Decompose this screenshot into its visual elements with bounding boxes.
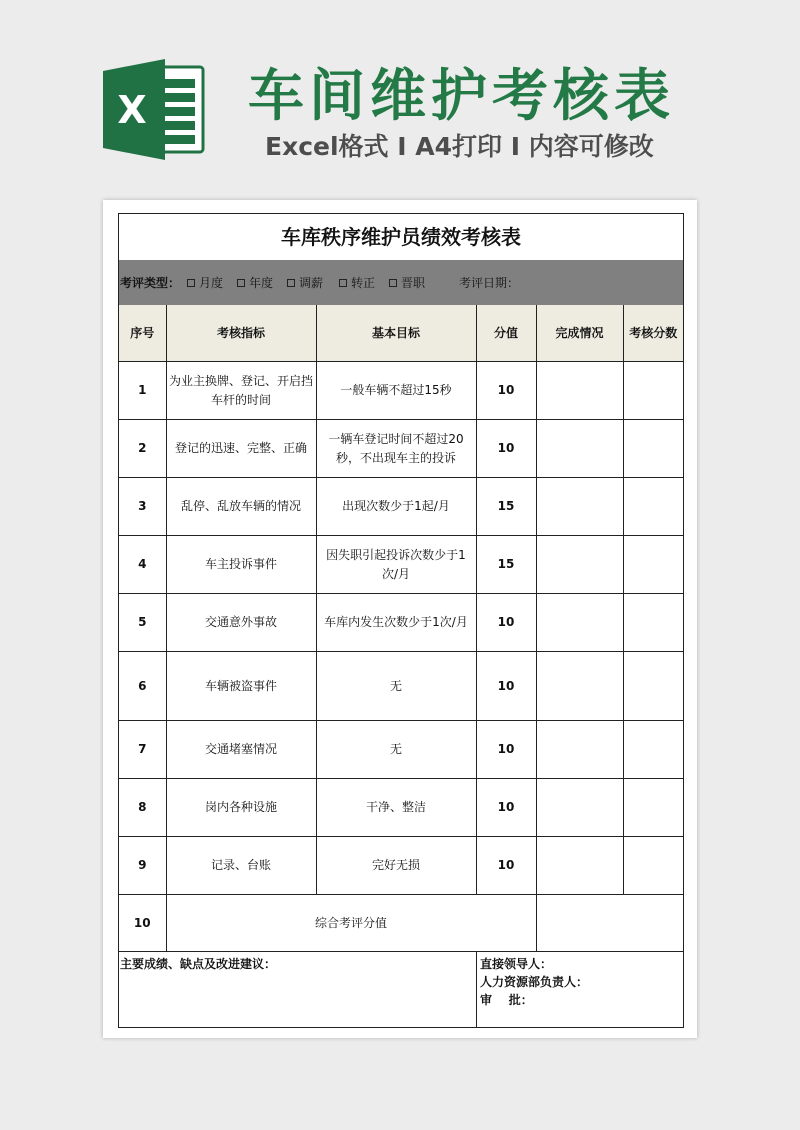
status-cell[interactable] (536, 420, 623, 478)
svg-text:X: X (117, 88, 147, 132)
target-cell[interactable]: 干净、整洁 (316, 779, 476, 837)
row-number: 1 (119, 362, 166, 420)
summary-label: 综合考评分值 (166, 895, 536, 952)
indicator-cell[interactable]: 交通意外事故 (166, 594, 316, 652)
result-cell[interactable] (623, 362, 683, 420)
result-cell[interactable] (623, 652, 683, 721)
table-row (119, 721, 683, 779)
column-header: 完成情况 (536, 305, 623, 362)
table-row (119, 536, 683, 594)
status-cell[interactable] (536, 594, 623, 652)
score-cell[interactable]: 10 (476, 420, 536, 478)
target-cell[interactable]: 无 (316, 652, 476, 721)
status-cell[interactable] (536, 362, 623, 420)
table-row (119, 362, 683, 420)
eval-type-row (119, 260, 683, 306)
status-cell[interactable] (536, 478, 623, 536)
divider (476, 952, 477, 1028)
result-cell[interactable] (623, 536, 683, 594)
indicator-cell[interactable]: 岗内各种设施 (166, 779, 316, 837)
result-cell[interactable] (623, 594, 683, 652)
status-cell[interactable] (536, 536, 623, 594)
table-row (119, 420, 683, 478)
row-number: 3 (119, 478, 166, 536)
row-number: 4 (119, 536, 166, 594)
column-header: 考核分数 (623, 305, 683, 362)
target-cell[interactable]: 车库内发生次数少于1次/月 (316, 594, 476, 652)
column-header: 分值 (476, 305, 536, 362)
eval-type-option[interactable]: 晋职 (389, 274, 425, 291)
table-row (119, 652, 683, 721)
indicator-cell[interactable]: 为业主换牌、登记、开启挡车杆的时间 (166, 362, 316, 420)
row-number: 7 (119, 721, 166, 779)
eval-date-label: 考评日期： (459, 276, 520, 290)
sheet-title[interactable]: 车库秩序维护员绩效考核表 (119, 214, 683, 261)
result-cell[interactable] (623, 721, 683, 779)
row-number: 10 (119, 895, 166, 952)
target-cell[interactable]: 一般车辆不超过15秒 (316, 362, 476, 420)
result-cell[interactable] (623, 478, 683, 536)
status-cell[interactable] (536, 721, 623, 779)
indicator-cell[interactable]: 记录、台账 (166, 837, 316, 895)
indicator-cell[interactable]: 交通堵塞情况 (166, 721, 316, 779)
direct-leader-label[interactable]: 直接领导人： (480, 957, 553, 971)
comments-label[interactable]: 主要成绩、缺点及改进建议： (120, 957, 277, 971)
eval-type-option[interactable]: 月度 (187, 274, 223, 291)
evaluation-sheet (118, 213, 684, 1028)
row-number: 2 (119, 420, 166, 478)
checkbox-icon[interactable] (187, 279, 195, 287)
target-cell[interactable]: 因失职引起投诉次数少于1次/月 (316, 536, 476, 594)
comments-section (119, 951, 683, 1028)
hr-head-label[interactable]: 人力资源部负责人： (480, 975, 589, 989)
score-cell[interactable]: 15 (476, 478, 536, 536)
table-row (119, 594, 683, 652)
score-cell[interactable]: 10 (476, 652, 536, 721)
page-subtitle: Excel格式 I A4打印 I 内容可修改 (265, 132, 654, 161)
target-cell[interactable]: 完好无损 (316, 837, 476, 895)
row-number: 8 (119, 779, 166, 837)
summary-row (119, 895, 683, 952)
indicator-cell[interactable]: 车主投诉事件 (166, 536, 316, 594)
approval-label[interactable]: 审 批： (480, 993, 533, 1007)
table-row (119, 779, 683, 837)
indicator-cell[interactable]: 乱停、乱放车辆的情况 (166, 478, 316, 536)
row-number: 9 (119, 837, 166, 895)
status-cell[interactable] (536, 779, 623, 837)
row-number: 5 (119, 594, 166, 652)
result-cell[interactable] (623, 837, 683, 895)
indicator-cell[interactable]: 登记的迅速、完整、正确 (166, 420, 316, 478)
score-cell[interactable]: 10 (476, 721, 536, 779)
score-cell[interactable]: 10 (476, 362, 536, 420)
eval-type-option[interactable]: 调薪 (287, 274, 323, 291)
eval-type-option[interactable]: 转正 (339, 274, 375, 291)
result-cell[interactable] (623, 420, 683, 478)
table-header-row (119, 305, 683, 362)
checkbox-icon[interactable] (339, 279, 347, 287)
status-cell[interactable] (536, 652, 623, 721)
approvals-block (480, 955, 588, 1009)
eval-type-option[interactable]: 年度 (237, 274, 273, 291)
target-cell[interactable]: 出现次数少于1起/月 (316, 478, 476, 536)
column-header: 序号 (119, 305, 166, 362)
score-cell[interactable]: 10 (476, 594, 536, 652)
table-row (119, 837, 683, 895)
status-cell[interactable] (536, 837, 623, 895)
checkbox-icon[interactable] (287, 279, 295, 287)
page-title: 车间维护考核表 (248, 64, 675, 129)
checkbox-icon[interactable] (237, 279, 245, 287)
target-cell[interactable]: 无 (316, 721, 476, 779)
excel-icon (103, 57, 208, 162)
score-cell[interactable]: 15 (476, 536, 536, 594)
score-cell[interactable]: 10 (476, 837, 536, 895)
eval-type-label: 考评类型： (120, 276, 181, 290)
column-header: 考核指标 (166, 305, 316, 362)
summary-value-cell[interactable] (536, 895, 683, 952)
evaluation-table (119, 305, 683, 952)
score-cell[interactable]: 10 (476, 779, 536, 837)
checkbox-icon[interactable] (389, 279, 397, 287)
table-row (119, 478, 683, 536)
result-cell[interactable] (623, 779, 683, 837)
indicator-cell[interactable]: 车辆被盗事件 (166, 652, 316, 721)
column-header: 基本目标 (316, 305, 476, 362)
page-header (0, 0, 800, 200)
row-number: 6 (119, 652, 166, 721)
target-cell[interactable]: 一辆车登记时间不超过20秒，不出现车主的投诉 (316, 420, 476, 478)
